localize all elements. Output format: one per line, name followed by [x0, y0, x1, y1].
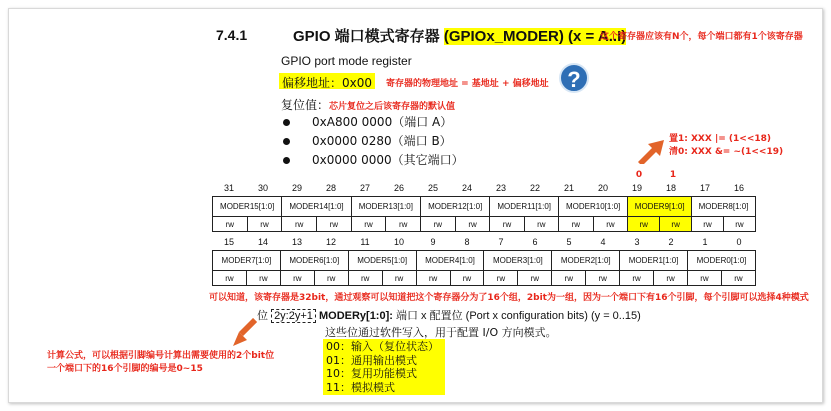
access-cell: rw	[455, 217, 490, 232]
reset-value-label	[281, 96, 455, 113]
mode-item: 10：复用功能模式	[326, 367, 417, 380]
access-cell: rw	[654, 271, 688, 286]
mode-item: 00：输入（复位状态）	[326, 340, 439, 353]
reset-note: 芯片复位之后该寄存器的默认值	[329, 102, 456, 112]
bit-value-label: 1	[669, 170, 677, 180]
field-row	[213, 197, 756, 217]
field-cell: MODER0[1:0]	[688, 251, 756, 271]
access-cell: rw	[524, 217, 558, 232]
bit-number: 0	[736, 237, 742, 247]
reset-value-item: 0x0000 0280（端口 B）	[283, 132, 452, 149]
bit-formula: 2y:2y+1	[271, 309, 316, 323]
field-cell: MODER15[1:0]	[213, 197, 282, 217]
field-cell: MODER11[1:0]	[490, 197, 559, 217]
section-title-highlight: (GPIOx_MODER) (x = A..I)	[443, 28, 627, 45]
bit-number: 25	[427, 183, 438, 193]
field-row	[213, 251, 756, 271]
field-cell: MODER1[1:0]	[620, 251, 688, 271]
bit-number: 18	[665, 183, 676, 193]
bit-number: 22	[529, 183, 540, 193]
title-note: 这个寄存器应该有N个，每个端口都有1个该寄存器	[600, 32, 803, 42]
reset-value-item: 0x0000 0000（其它端口）	[283, 151, 464, 168]
field-cell: MODER6[1:0]	[280, 251, 348, 271]
field-cell: MODER14[1:0]	[282, 197, 351, 217]
field-cell: MODER2[1:0]	[552, 251, 620, 271]
access-cell: rw	[421, 217, 456, 232]
access-cell: rw	[348, 271, 382, 286]
bit-number: 17	[699, 183, 710, 193]
bit-number: 8	[464, 237, 470, 247]
register-explanation-note: 可以知道，该寄存器是32bit，通过观察可以知道把这个寄存器分为了16个组，2bit为一组，因为一个端口下有16个引脚，每个引脚可以选择4种模式	[209, 293, 809, 303]
access-cell: rw	[723, 217, 755, 232]
bit-number: 6	[532, 237, 538, 247]
access-cell: rw	[247, 217, 282, 232]
reset-label: 复位值：	[281, 98, 330, 112]
field-cell: MODER12[1:0]	[421, 197, 490, 217]
bit-number: 5	[566, 237, 572, 247]
access-cell: rw	[450, 271, 484, 286]
bit-number: 11	[360, 237, 370, 247]
access-cell: rw	[213, 271, 247, 286]
bit-number: 31	[223, 183, 234, 193]
bit-number: 9	[430, 237, 436, 247]
access-cell: rw	[660, 217, 692, 232]
field-cell: MODER3[1:0]	[484, 251, 552, 271]
mode-list	[323, 339, 445, 395]
section-number: 7.4.1	[216, 27, 248, 43]
bit-number: 24	[461, 183, 472, 193]
bit-value-label: 0	[635, 170, 643, 180]
reset-value-item: 0xA800 0000（端口 A）	[283, 113, 452, 130]
bullet-icon	[283, 138, 290, 145]
access-cell: rw	[386, 217, 421, 232]
access-cell: rw	[721, 271, 755, 286]
field-description: 位 2y:2y+1 MODERy[1:0]: 端口 x 配置位 (Port x configuration bits) (y = 0..15)	[257, 310, 641, 322]
bit-number: 13	[291, 237, 302, 247]
formula-note: 计算公式，可以根据引脚编号计算出需要使用的2个bit位 一个端口下的16个引脚的编号是0~15	[47, 351, 275, 374]
field-cell: MODER13[1:0]	[351, 197, 420, 217]
access-cell: rw	[382, 271, 416, 286]
arrow-icon	[231, 316, 259, 350]
access-cell: rw	[280, 271, 314, 286]
access-cell: rw	[620, 271, 654, 286]
bit-number: 28	[325, 183, 336, 193]
access-cell: rw	[688, 271, 722, 286]
access-cell: rw	[628, 217, 660, 232]
bit-number: 4	[600, 237, 606, 247]
register-table-upper	[212, 196, 756, 232]
access-cell: rw	[692, 217, 724, 232]
access-row	[213, 271, 756, 286]
bit-number: 21	[563, 183, 574, 193]
bit-number: 2	[668, 237, 674, 247]
access-cell: rw	[351, 217, 386, 232]
set-clear-note: 置1: XXX |= (1<<18) 清0: XXX &= ~(1<<19)	[669, 134, 784, 157]
field-cell: MODER10[1:0]	[558, 197, 627, 217]
bit-number: 3	[634, 237, 640, 247]
bit-number: 15	[223, 237, 234, 247]
bit-number: 10	[393, 237, 404, 247]
bit-number: 30	[257, 183, 268, 193]
access-cell: rw	[282, 217, 317, 232]
arrow-icon	[636, 138, 666, 164]
access-cell: rw	[213, 217, 248, 232]
field-cell: MODER7[1:0]	[213, 251, 281, 271]
access-cell: rw	[593, 217, 628, 232]
access-row	[213, 217, 756, 232]
access-cell: rw	[416, 271, 450, 286]
access-cell: rw	[314, 271, 348, 286]
offset-note: 寄存器的物理地址 = 基地址 + 偏移地址	[386, 79, 549, 89]
access-cell: rw	[558, 217, 593, 232]
bit-number: 29	[291, 183, 302, 193]
section-title	[293, 25, 626, 46]
mode-item: 11：模拟模式	[326, 380, 395, 394]
section-title-prefix: GPIO 端口模式寄存器	[293, 28, 444, 45]
bit-number: 20	[597, 183, 608, 193]
bit-number: 16	[733, 183, 744, 193]
field-description-line2: 这些位通过软件写入，用于配置 I/O 方向模式。	[325, 326, 557, 339]
bullet-icon	[283, 119, 290, 126]
register-subtitle: GPIO port mode register	[281, 54, 412, 68]
access-cell: rw	[586, 271, 620, 286]
bit-number: 19	[631, 183, 642, 193]
access-cell: rw	[518, 271, 552, 286]
bullet-icon	[283, 157, 290, 164]
bit-number: 27	[359, 183, 370, 193]
offset-address: 偏移地址：0x00	[279, 73, 375, 89]
access-cell: rw	[552, 271, 586, 286]
register-table-lower	[212, 250, 756, 286]
access-cell: rw	[490, 217, 524, 232]
bit-number: 23	[495, 183, 506, 193]
field-cell: MODER4[1:0]	[416, 251, 484, 271]
mode-item: 01：通用输出模式	[326, 353, 417, 367]
field-cell: MODER8[1:0]	[692, 197, 756, 217]
question-icon: ?	[559, 63, 589, 93]
access-cell: rw	[484, 271, 518, 286]
access-cell: rw	[246, 271, 280, 286]
bit-number: 26	[393, 183, 404, 193]
access-cell: rw	[317, 217, 352, 232]
bit-number: 12	[325, 237, 336, 247]
field-name: MODERy[1:0]:	[318, 310, 393, 322]
bit-number: 14	[257, 237, 268, 247]
field-text: 端口 x 配置位 (Port x configuration bits) (y = 0..15)	[395, 310, 641, 322]
bit-number: 1	[702, 237, 708, 247]
field-cell: MODER5[1:0]	[348, 251, 416, 271]
bit-number: 7	[498, 237, 504, 247]
field-cell-moder9: MODER9[1:0]	[628, 197, 692, 217]
